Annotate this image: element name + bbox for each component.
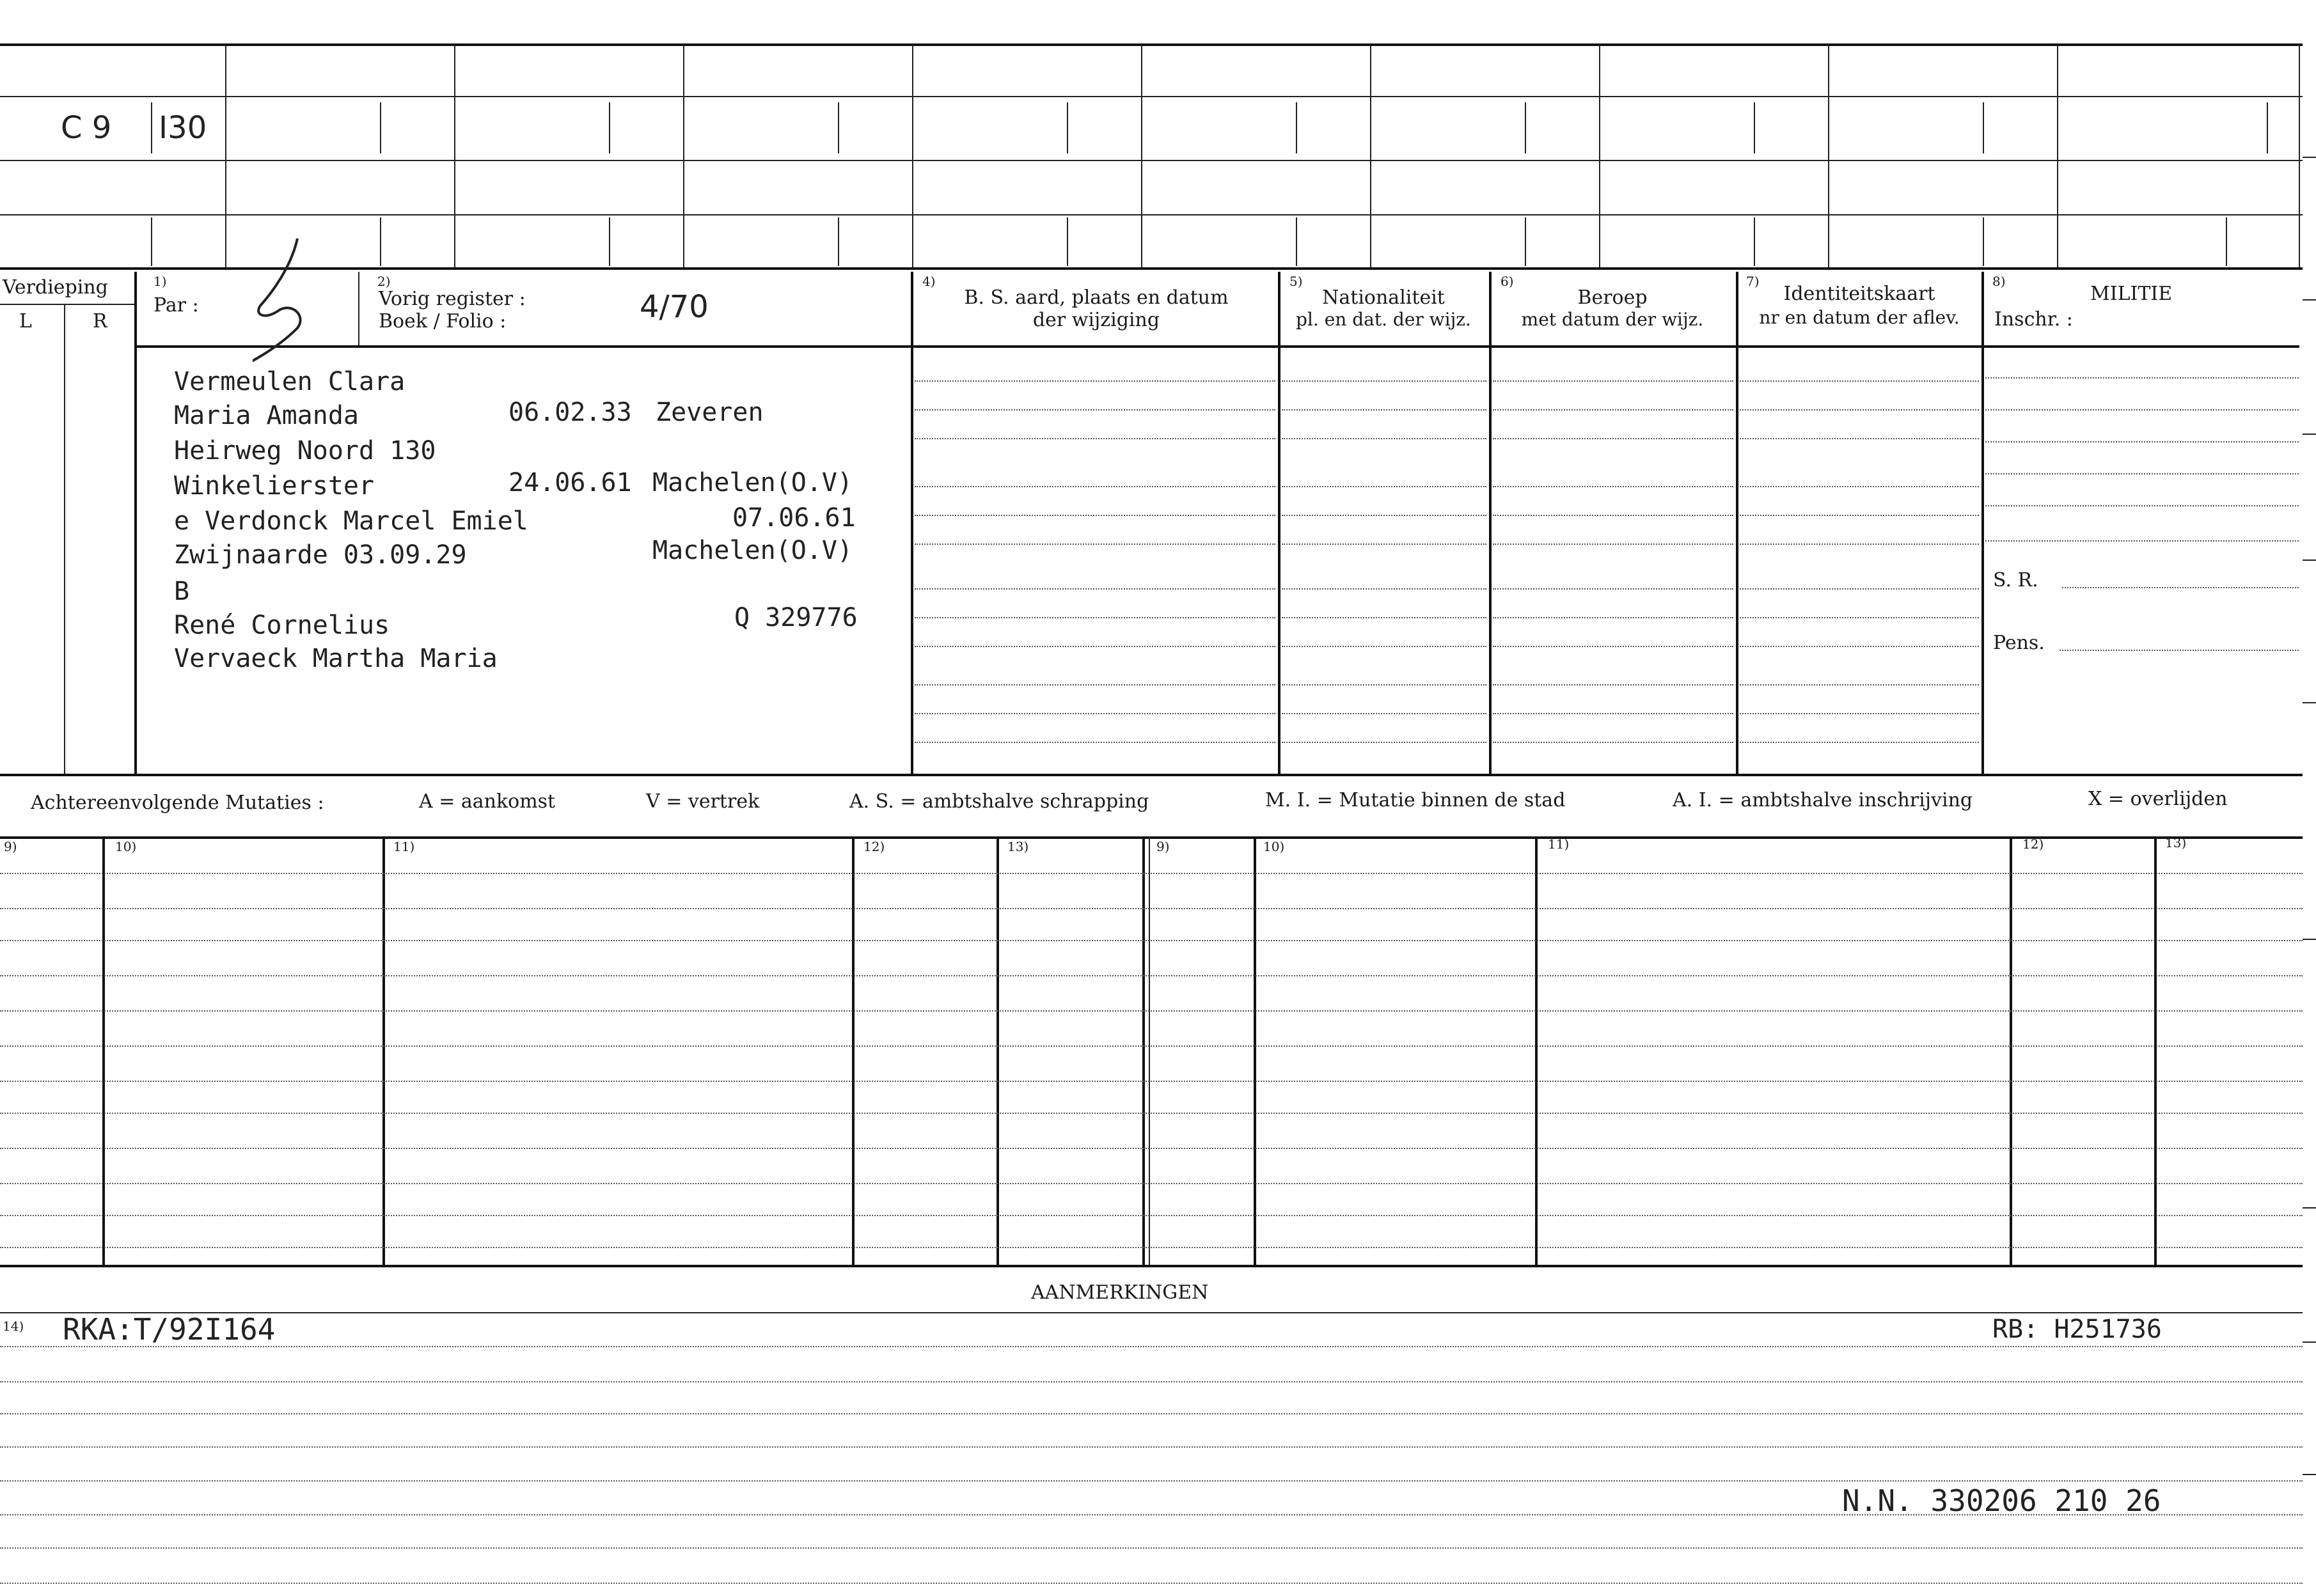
record-address: Heirweg Noord 130 xyxy=(174,436,436,465)
inschr-label: Inschr. : xyxy=(1994,308,2073,331)
mut-col-13b: 13) xyxy=(2165,835,2187,850)
boek-label: Boek / Folio : xyxy=(379,310,507,332)
remarks-nn: N.N. 330206 210 26 xyxy=(1842,1483,2161,1518)
ber-line2: met datum der wijz. xyxy=(1521,309,1704,330)
legend-v: V = vertrek xyxy=(646,790,760,813)
record-father: René Cornelius xyxy=(174,611,390,640)
vorig-num: 2) xyxy=(377,274,391,289)
ber-line1: Beroep xyxy=(1577,286,1648,309)
legend-as: A. S. = ambtshalve schrapping xyxy=(849,790,1149,813)
par-label: Par : xyxy=(154,294,199,317)
mil-title: MILITIE xyxy=(2090,283,2173,305)
legend-intro: Achtereenvolgende Mutaties : xyxy=(31,792,324,814)
record-line-1: Vermeulen Clara xyxy=(174,367,406,396)
col-r-label: R xyxy=(93,310,107,332)
pens-label: Pens. xyxy=(1993,632,2045,654)
remarks-rb: RB: H251736 xyxy=(1992,1315,2162,1344)
record-birth-place: Zeveren xyxy=(656,398,764,427)
record-occupation-date: 24.06.61 xyxy=(508,468,632,497)
mut-col-11b: 11) xyxy=(1548,836,1570,852)
record-spouse-date: 07.06.61 xyxy=(732,503,856,533)
legend-a: A = aankomst xyxy=(419,790,556,813)
record-birth-date: 06.02.33 xyxy=(508,398,632,427)
record-letter: B xyxy=(174,577,190,606)
legend-mi: M. I. = Mutatie binnen de stad xyxy=(1265,789,1566,811)
bs-line1: B. S. aard, plaats en datum xyxy=(964,286,1229,309)
mut-col-12b: 12) xyxy=(2022,836,2044,852)
sr-label: S. R. xyxy=(1993,569,2038,591)
remarks-title: AANMERKINGEN xyxy=(1031,1281,1209,1304)
par-scribble xyxy=(253,235,323,389)
record-spouse: e Verdonck Marcel Emiel xyxy=(174,506,528,536)
mil-num: 8) xyxy=(1992,274,2006,289)
mut-col-9a: 9) xyxy=(4,839,17,854)
mut-col-10b: 10) xyxy=(1263,839,1285,854)
ber-num: 6) xyxy=(1501,274,1514,289)
id-line1: Identiteitskaart xyxy=(1783,283,1935,305)
record-occupation-place: Machelen(O.V) xyxy=(652,468,853,497)
nat-line2: pl. en dat. der wijz. xyxy=(1296,309,1471,330)
nat-num: 5) xyxy=(1289,274,1303,289)
id-line2: nr en datum der aflev. xyxy=(1759,307,1960,328)
mut-col-10a: 10) xyxy=(115,839,137,854)
top-code-folio: I30 xyxy=(159,110,207,146)
col-l-label: L xyxy=(19,310,32,332)
boek-value: 4/70 xyxy=(640,289,709,325)
bs-num: 4) xyxy=(922,274,936,289)
mut-col-13a: 13) xyxy=(1007,839,1029,854)
nat-line1: Nationaliteit xyxy=(1322,286,1445,309)
record-name: Maria Amanda xyxy=(174,401,359,430)
vorig-label: Vorig register : xyxy=(379,288,526,310)
remarks-rka: RKA:T/92I164 xyxy=(63,1312,276,1347)
bs-line2: der wijziging xyxy=(1032,309,1160,331)
mut-col-9b: 9) xyxy=(1156,839,1170,854)
record-spouse-place: Machelen(O.V) xyxy=(652,536,853,565)
record-occupation: Winkelierster xyxy=(174,471,375,501)
par-num: 1) xyxy=(154,274,167,289)
record-spouse-origin: Zwijnaarde 03.09.29 xyxy=(174,540,467,570)
id-num: 7) xyxy=(1746,274,1760,289)
verdieping-label: Verdieping xyxy=(3,276,108,299)
mut-col-12a: 12) xyxy=(863,839,885,854)
legend-x: X = overlijden xyxy=(2088,788,2228,810)
mut-col-11a: 11) xyxy=(393,839,415,854)
record-mother: Vervaeck Martha Maria xyxy=(174,644,498,673)
remarks-num: 14) xyxy=(3,1318,24,1334)
legend-ai: A. I. = ambtshalve inschrijving xyxy=(1673,789,1973,811)
top-code-c: C 9 xyxy=(61,110,112,146)
record-number: Q 329776 xyxy=(734,603,858,632)
